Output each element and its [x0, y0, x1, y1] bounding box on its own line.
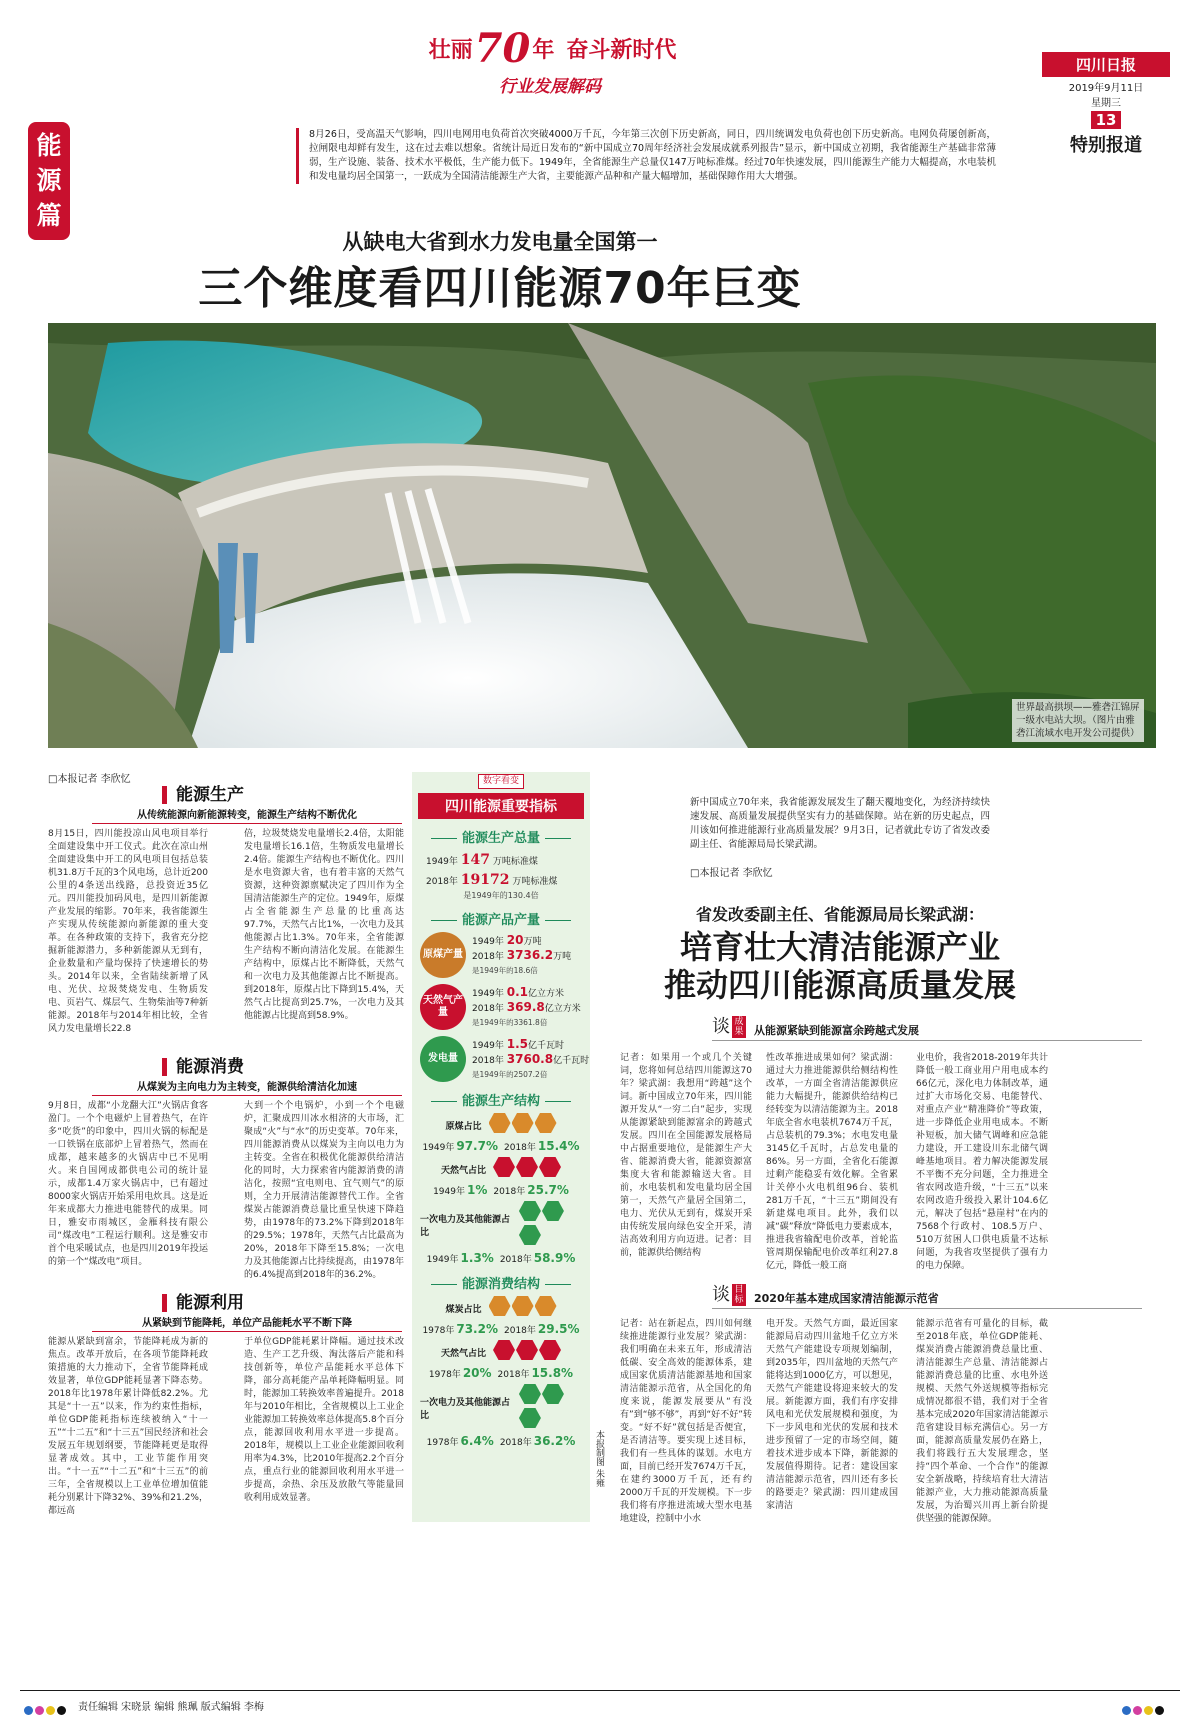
- topic1-col3: 业电价，我省2018-2019年共计降低一般工商业用户用电成本约66亿元，深化电力体制改革，通过扩大市场化交易、电能替代、对重点产业“精准降价”等政策，进一步降低企业用电成本。不断补短板，加大储气调峰和应急能力建设，开工建设川东北储气调峰基地项目。着力解决能源发展不平衡不充分问题，全力推进全省农网改造升级，“十三五”以来农网改造升级投入累计104.6亿元，解决了包括“悬崖村”在内的7568个行政村、108.5万户、510万贫困人口供电质量不达标问题，为我省攻坚提供了强有力的电力保障。: [916, 1053, 1048, 1271]
- section-production-col2: 倍，垃圾焚烧发电量增长2.4倍，太阳能发电量增长16.1倍，生物质发电量增长2.4倍。能源生产结构也不断优化。四川是水电资源大省，也有着丰富的天然气资源，这种资源禀赋决定了四川作为全国清洁能源生产的定位。1949年，原煤占全省能源生产总量的比重高达97.7%，天然气占比1%，一次电力及其他能源占比1.3%。70年来，全省能源生产结构不断向清洁化发展。在能源生产结构中，原煤占比不断降低，天然气和一次电力及其他能源占比不断提高。到2018年，原煤占比下降到15.4%，天然气占比提高到25.7%，一次电力及其他能源占比提高到58.9%。: [244, 829, 404, 1021]
- structure-name: 天然气占比: [440, 1348, 486, 1359]
- byline-left: □本报记者 李欣忆: [48, 774, 131, 785]
- topic1-tag: 成果: [732, 1016, 746, 1038]
- section-consumption: [92, 1058, 402, 1096]
- cons-structure-heading: 能源消费结构: [412, 1273, 590, 1292]
- structure-top: [420, 1113, 582, 1137]
- structure-b-label: 2018年: [497, 1370, 530, 1380]
- product-row: [420, 932, 590, 978]
- structure-b-value: 15.8%: [531, 1366, 574, 1380]
- product-2018-unit: 亿千瓦时: [553, 1055, 590, 1066]
- structure-hexes: [518, 1201, 582, 1249]
- side-label-char-3: 篇: [36, 201, 62, 230]
- section-production-sub: 从传统能源向新能源转变，能源生产结构不断优化: [92, 806, 402, 824]
- paper-logo-box: [1042, 52, 1170, 157]
- structure-hex: [489, 1296, 511, 1316]
- interview-title-1: 培育壮大清洁能源产业: [679, 928, 1000, 966]
- photo-caption: 世界最高拱坝——雅砻江锦屏一级水电站大坝。（图片由雅砻江流域水电开发公司提供）: [1012, 699, 1144, 742]
- structure-name: 一次电力及其他能源占比: [420, 1398, 511, 1421]
- product-2018-label: 2018年: [472, 951, 507, 962]
- topic1-col1: 记者：如果用一个或几个关键词，您将如何总结四川能源这70年？梁武湖：我想用“跨越”这个词。新中国成立70年来，四川能源开发从“一穷二白”起步，实现从能源紧缺到能源富余的跨越式发展。四川在全国能源发展格局中占据重要地位，是能源生产大省、能源消费大省，能源资源富集度大省和能源输送大省。目前，水电装机和发电量均居全国第一，天然气产量居全国第二，电力、光伏从无到有，煤炭开采由传统发展向绿色安全开采，清洁高效利用方向迈进。记者：目前，能源供给侧结构: [620, 1053, 752, 1258]
- structure-b-value: 36.2%: [533, 1434, 576, 1448]
- structure-a-label: 1978年: [422, 1326, 455, 1336]
- topic2-col1: 记者：站在新起点，四川如何继续推进能源行业发展？梁武湖：我们明确在未来五年，形成清洁低碳、安全高效的能源体系，建成国家优质清洁能源基地和国家清洁能源示范省，从全国化的角度来说，能源发展要从“有没有”到“够不够”，再到“好不好”转变。“好不好”就包括是否便宜，是否清洁等。要实现上述目标，我们有一些具体的谋划。水电方面，目前已经开发7674万千瓦，在建约3000万千瓦，还有约2000万千瓦的开发规模。下一步我们将有序推进流域大型水电基地建设，控制中小水: [620, 1319, 752, 1524]
- section-production-title: 能源生产: [162, 786, 402, 804]
- structure-item: [420, 1296, 582, 1336]
- infographic-panel: [412, 772, 590, 1522]
- section-utilization-title: 能源利用: [162, 1294, 402, 1312]
- structure-b-value: 29.5%: [537, 1322, 580, 1336]
- topic1-heading: [712, 1012, 1142, 1041]
- total-1949-label: 1949年: [426, 857, 458, 867]
- product-1949: [472, 986, 581, 1001]
- structure-b-label: 2018年: [499, 1438, 532, 1448]
- structure-a-label: 1978年: [426, 1438, 459, 1448]
- structure-values: [420, 1251, 582, 1265]
- structure-hex: [539, 1340, 561, 1360]
- footer-editors: 责任编辑 宋晓景 编辑 熊珮 版式编辑 李梅: [78, 1702, 264, 1713]
- section-name: 特别报道: [1070, 135, 1142, 156]
- structure-item: [420, 1340, 582, 1380]
- structure-hex: [489, 1113, 511, 1133]
- page-number: 13: [1091, 111, 1121, 129]
- structure-a-label: 1949年: [422, 1143, 455, 1153]
- interview-byline: □本报记者 李欣忆: [690, 868, 773, 879]
- total-1949: [426, 852, 590, 868]
- section-utilization-col2: 于单位GDP能耗累计降幅。通过技术改造、生产工艺升级、淘汰落后产能和科技创新等，单位产品能耗水平总体下降，部分高耗能产品单耗降幅明显。同时，能源加工转换效率普遍提升。2018年与2010年相比，全省规模以上工业企业能源加工转换效率总体提高5.8个百分点，能源回收利用水平进一步提高。2018年，规模以上工业企业能源回收利用率为4.3%，比2010年提高2.2个百分点，重点行业的能源回收利用水平进一步提高，余热、余压及放散气等能量回收利用成效显著。: [244, 1337, 404, 1503]
- structure-a-label: 1978年: [428, 1370, 461, 1380]
- structure-hex: [519, 1201, 541, 1221]
- infographic-tag: 数字看变: [478, 774, 524, 789]
- prod-structure-list: [412, 1113, 590, 1265]
- product-1949-unit: 万吨: [523, 936, 542, 947]
- structure-values: [420, 1139, 582, 1153]
- structure-a-value: 6.4%: [460, 1434, 494, 1448]
- product-1949: [472, 934, 571, 949]
- product-1949-unit: 亿立方米: [528, 988, 565, 999]
- structure-hexes: [488, 1113, 557, 1137]
- structure-values: [420, 1183, 582, 1197]
- structure-a-label: 1949年: [433, 1187, 465, 1197]
- product-2018: [472, 1001, 581, 1016]
- cons-structure-list: [412, 1296, 590, 1448]
- total-note: 是1949年的130.4倍: [463, 891, 539, 900]
- infographic-title: 四川能源重要指标: [418, 793, 584, 819]
- headline-title: 三个维度看四川能源70年巨变: [198, 263, 802, 314]
- product-stats: [472, 934, 571, 977]
- slogan-right: 奋斗新时代: [566, 37, 677, 63]
- product-circle: 发电量: [420, 1036, 466, 1082]
- section-utilization: [92, 1294, 402, 1332]
- structure-hex: [512, 1296, 534, 1316]
- section-production-col1: 8月15日，四川能投凉山风电项目举行全面建设集中开工仪式。此次在凉山州全面建设集中开工的风电项目包括总装机31.8万千瓦的3个风电场，总计近200公里的4条送出线路，总投资近35亿元。四川能投加码风电，是四川新能源产业发展的缩影。70年来，我省能源生产实现从传统能源向新能源的重大变革。在各种政策的支持下，我省充分挖掘新能源潜力，多种新能源从无到有，企业数量和产量均保持了快速增长的势头。2014年以来，全省陆续新增了风电、光伏、垃圾焚烧发电、生物质发电、页岩气、煤层气、生物柴油等7种新能源。2018年与2014年相比较，全省风力发电量增长22.8: [48, 829, 208, 1034]
- headline-kicker: 从缺电大省到水力发电量全国第一: [342, 230, 658, 254]
- product-1949-label: 1949年: [472, 1040, 507, 1051]
- structure-values: [420, 1434, 582, 1448]
- structure-name: 煤炭占比: [445, 1304, 482, 1315]
- slogan-year: 年: [532, 37, 555, 63]
- product-stats: [472, 986, 581, 1029]
- structure-b-label: 2018年: [493, 1187, 526, 1197]
- structure-a-label: 1949年: [426, 1255, 459, 1265]
- masthead-sub: 行业发展解码: [499, 77, 601, 97]
- structure-hexes: [488, 1296, 557, 1320]
- structure-a-value: 1.3%: [460, 1251, 494, 1265]
- product-1949: [472, 1038, 589, 1053]
- structure-name: 一次电力及其他能源占比: [420, 1215, 511, 1238]
- prod-structure-heading: 能源生产结构: [412, 1090, 590, 1109]
- product-2018: [472, 1053, 589, 1068]
- section-consumption-col2: 大到一个个电锅炉，小到一个个电磁炉，汇聚成四川冰水相济的大市场，汇聚成“火”与“水”的历史变革。70年来，四川能源消费从以煤炭为主向以电力为主转变。全省在积极优化能源供给清洁化的同时，大力探索省内能源消费的清洁化，按照“宜电则电、宜气则气”的原则，全力开展清洁能源替代工作。全省煤炭占能源消费总量比重呈快速下降趋势，由1978年的73.2%下降到2018年的29.5%；1978年，天然气占比最高为20%，2018年下降至15.8%；一次电力及其他能源占比持续提高，由1978年的6.4%提高到2018年的36.2%。: [244, 1101, 404, 1280]
- section-consumption-title: 能源消费: [162, 1058, 402, 1076]
- product-1949-value: 0.1: [506, 984, 529, 999]
- product-1949-label: 1949年: [472, 988, 507, 999]
- structure-hex: [535, 1296, 557, 1316]
- registration-dot: [1133, 1706, 1142, 1715]
- structure-top: [420, 1157, 582, 1181]
- product-2018-value: 3736.2: [506, 947, 554, 962]
- structure-hexes: [492, 1340, 561, 1364]
- footer-dots-right: [1122, 1700, 1166, 1719]
- product-stats: [472, 1038, 589, 1081]
- structure-b-label: 2018年: [504, 1143, 536, 1153]
- paper-weekday: 星期三: [1091, 98, 1121, 109]
- interview-kicker: 省发改委副主任、省能源局局长梁武湖：: [695, 905, 984, 924]
- structure-a-value: 1%: [466, 1183, 488, 1197]
- topic1-title: 从能源紧缺到能源富余跨越式发展: [754, 1024, 919, 1037]
- structure-item: [420, 1157, 582, 1197]
- structure-b-value: 58.9%: [533, 1251, 576, 1265]
- structure-hex: [539, 1157, 561, 1177]
- section-consumption-col1: 9月8日，成都“小龙翻大江”火锅店食客盈门。一个个电磁炉上冒着热气，在许多“吃货”的印象中，四川火锅的标配是一口铁锅在底部炉上冒着热气，然而在成都，越来越多的火锅店中已不见明火。来自国网成都供电公司的统计显示，成都1.4万家火锅店中，已有超过8000家火锅店开始采用电炊具。这是近年来成都大力推进电能替代的成果。同日，雅安市雨城区，金雁科技有限公司“煤改电”工程运行顺利。这是雅安市首个电采暖试点，也是四川2019年投运的第一个“煤改电”项目。: [48, 1101, 208, 1267]
- total-2018-value: 19172: [460, 872, 510, 888]
- structure-top: [420, 1384, 582, 1432]
- topic1-char: 谈: [712, 1016, 730, 1037]
- structure-a-value: 20%: [462, 1366, 492, 1380]
- structure-hex: [493, 1340, 515, 1360]
- topic2-col2: 电开发。天然气方面，最近国家能源局启动四川盆地千亿立方米天然气产能建设专项规划编制，到2035年，四川盆地的天然气产能将达到1000亿方，可以想见，天然气产能建设将迎来较大的发展。新能源方面，我们有序安排风电和光伏发展规模和强度，为下一步风电和光伏的发展和技术进步预留了一定的市场空间，随着技术进步成本下降，新能源的发展值得期待。记者：建设国家清洁能源示范省，四川还有多长的路要走？梁武湖：四川建成国家清洁: [766, 1319, 898, 1511]
- structure-b-label: 2018年: [499, 1255, 532, 1265]
- interview-intro: 新中国成立70年来，我省能源发展发生了翻天覆地变化，为经济持续快速发展、高质量发展提供坚实有力的基础保障。站在新的历史起点，四川该如何推进能源行业高质量发展？9月3日，记者就此专访了省发改委副主任、省能源局局长梁武湖。: [690, 797, 990, 850]
- structure-top: [420, 1201, 582, 1249]
- topic2-heading: [712, 1280, 1142, 1309]
- structure-values: [420, 1322, 582, 1336]
- product-2018: [472, 949, 571, 964]
- products-heading: 能源产品产量: [412, 909, 590, 928]
- slogan-left: 壮丽: [428, 37, 473, 63]
- paper-logo: 四川日报: [1042, 52, 1170, 77]
- footer-rule: [20, 1690, 1180, 1691]
- product-row: [420, 984, 590, 1030]
- side-label: [28, 122, 70, 240]
- structure-item: [420, 1201, 582, 1265]
- structure-item: [420, 1384, 582, 1448]
- registration-dot: [1122, 1706, 1131, 1715]
- registration-dot: [1144, 1706, 1153, 1715]
- products-list: [412, 932, 590, 1082]
- product-note: 是1949年的3361.8倍: [472, 1017, 548, 1027]
- side-label-char-1: 能: [36, 131, 62, 160]
- total-2018: [426, 872, 590, 888]
- structure-values: [420, 1366, 582, 1380]
- structure-top: [420, 1340, 582, 1364]
- structure-hex: [493, 1157, 515, 1177]
- structure-name: 原煤占比: [445, 1121, 482, 1132]
- topic2-char: 谈: [712, 1284, 730, 1305]
- structure-top: [420, 1296, 582, 1320]
- infographic-credit: 本报制图 朱雍: [594, 1430, 604, 1487]
- topic2-col3: 能源示范省有可量化的目标，截至2018年底，单位GDP能耗、煤炭消费占能源消费总量比重、清洁能源生产总量、清洁能源占能源消费总量的比重、水电外送规模、天然气外送规模等指标完成情况都很不错，我们对于全省基本完成2020年国家清洁能源示范省建设目标充满信心。另一方面，能源高质量发展仍在路上，我们将践行五大发展理念，坚持“四个革命、一个合作”的能源安全新战略，持续培育壮大清洁能源产业，大力推动能源高质量发展，为治蜀兴川再上新台阶提供坚强的能源保障。: [916, 1319, 1048, 1524]
- dam-illustration: [48, 323, 1156, 748]
- interview-title-2: 推动四川能源高质量发展: [663, 966, 1016, 1004]
- product-note: 是1949年的2507.2倍: [472, 1069, 548, 1079]
- product-1949-unit: 亿千瓦时: [528, 1040, 565, 1051]
- lead-box: [296, 128, 996, 184]
- total-2018-unit: 万吨标准煤: [512, 877, 558, 887]
- structure-a-value: 97.7%: [456, 1139, 498, 1153]
- product-circle: 天然气产量: [420, 984, 466, 1030]
- topic1-col2: 性改革推进成果如何？梁武湖：通过大力推进能源供给侧结构性改革，一方面全省清洁能源供应能力大幅提升，能源供给结构已经转变为以清洁能源为主。2018年底全省水电装机7674万千瓦，占总装机的79.3%；水电发电量3145亿千瓦时，占总发电量的86%。另一方面，全省化石能源过剩产能稳妥有效化解。全省累计关停小火电机组96台、装机281万千瓦，“十三五”期间没有新建煤电项目。此外，我们以减“碳”释放“降低电力要素成本，推进我省输配电价改革，首轮监管周期保输配电价改革红利27.8亿元，降低一般工商: [766, 1053, 898, 1271]
- section-utilization-col1: 能源从紧缺到富余，节能降耗成为新的焦点。改革开放后，在各项节能降耗政策措施的大力推动下，全省节能降耗成效显著，单位GDP能耗显著下降态势。2018年比1978年累计降低82.2%。尤其是“十一五”以来，作为约束性指标，单位GDP能耗指标连续被纳入“十一五”“十二五”和“十三五”国民经济和社会发展五年规划纲要，节能降耗更是取得显著成效。其中，工业节能作用突出。“十一五”“十二五”和“十三五”的前三年，全省规模以上工业单位增加值能耗分别累计下降32%、39%和21.2%，都远高: [48, 1337, 208, 1516]
- structure-hex: [519, 1384, 541, 1404]
- product-2018-label: 2018年: [472, 1055, 507, 1066]
- dam-photo: [48, 323, 1156, 748]
- total-1949-unit: 万吨标准煤: [492, 857, 538, 867]
- lead-text: 8月26日，受高温天气影响，四川电网用电负荷首次突破4000万千瓦，今年第三次创下历史新高，同日，四川统调发电负荷也创下历史新高。电网负荷屡创新高，拉闸限电却鲜有发生，这在过去难以想象。省统计局近日发布的“新中国成立70周年经济社会发展成就系列报告”显示，新中国成立初期，我省能源生产基础非常薄弱，生产设施、装备、技术水平极低，生产能力低下。1949年，全省能源生产总量仅147万吨标准煤。经过70年快速发展，四川能源生产能力大幅提高，水电装机和发电量均居全国第一，一跃成为全国清洁能源生产大省，主要能源产品种和产量大幅增加，基础保障作用大大增强。: [309, 129, 996, 182]
- registration-dot: [24, 1706, 33, 1715]
- total-2018-label: 2018年: [426, 877, 458, 887]
- total-heading: 能源生产总量: [412, 827, 590, 846]
- paper-date: 2019年9月11日: [1068, 83, 1144, 94]
- registration-dot: [35, 1706, 44, 1715]
- section-utilization-sub: 从紧缺到节能降耗，单位产品能耗水平不断下降: [92, 1314, 402, 1332]
- side-label-char-2: 源: [36, 166, 62, 195]
- structure-a-value: 73.2%: [456, 1322, 498, 1336]
- topic2-tag: 目标: [732, 1284, 746, 1306]
- structure-b-value: 15.4%: [537, 1139, 580, 1153]
- registration-dot: [1155, 1706, 1164, 1715]
- structure-hexes: [492, 1157, 561, 1181]
- structure-hex: [535, 1113, 557, 1133]
- product-2018-unit: 亿立方米: [544, 1003, 581, 1014]
- structure-hex: [542, 1201, 564, 1221]
- product-circle: 原煤产量: [420, 932, 466, 978]
- structure-hex: [516, 1157, 538, 1177]
- topic2-title: 2020年基本建成国家清洁能源示范省: [754, 1292, 939, 1305]
- product-row: [420, 1036, 590, 1082]
- structure-hex: [512, 1113, 534, 1133]
- slogan: [385, 26, 720, 70]
- slogan-70: 70: [474, 24, 531, 72]
- structure-hex: [542, 1384, 564, 1404]
- registration-dot: [46, 1706, 55, 1715]
- section-production: [92, 786, 402, 824]
- structure-b-value: 25.7%: [527, 1183, 569, 1197]
- structure-hexes: [518, 1384, 582, 1432]
- section-consumption-sub: 从煤炭为主向电力为主转变，能源供给清洁化加速: [92, 1078, 402, 1096]
- product-2018-value: 3760.8: [506, 1051, 554, 1066]
- structure-name: 天然气占比: [440, 1165, 486, 1176]
- total-1949-value: 147: [460, 852, 491, 868]
- structure-hex: [519, 1225, 541, 1245]
- product-2018-label: 2018年: [472, 1003, 507, 1014]
- product-1949-label: 1949年: [472, 936, 507, 947]
- structure-b-label: 2018年: [504, 1326, 536, 1336]
- product-1949-value: 20: [506, 932, 524, 947]
- product-2018-value: 369.8: [506, 999, 545, 1014]
- structure-item: [420, 1113, 582, 1153]
- footer-dots-left: [24, 1700, 68, 1719]
- product-1949-value: 1.5: [506, 1036, 529, 1051]
- structure-hex: [516, 1340, 538, 1360]
- registration-dot: [57, 1706, 66, 1715]
- product-note: 是1949年的18.6倍: [472, 965, 538, 975]
- masthead-banner: [385, 18, 720, 98]
- product-2018-unit: 万吨: [553, 951, 572, 962]
- structure-hex: [519, 1408, 541, 1428]
